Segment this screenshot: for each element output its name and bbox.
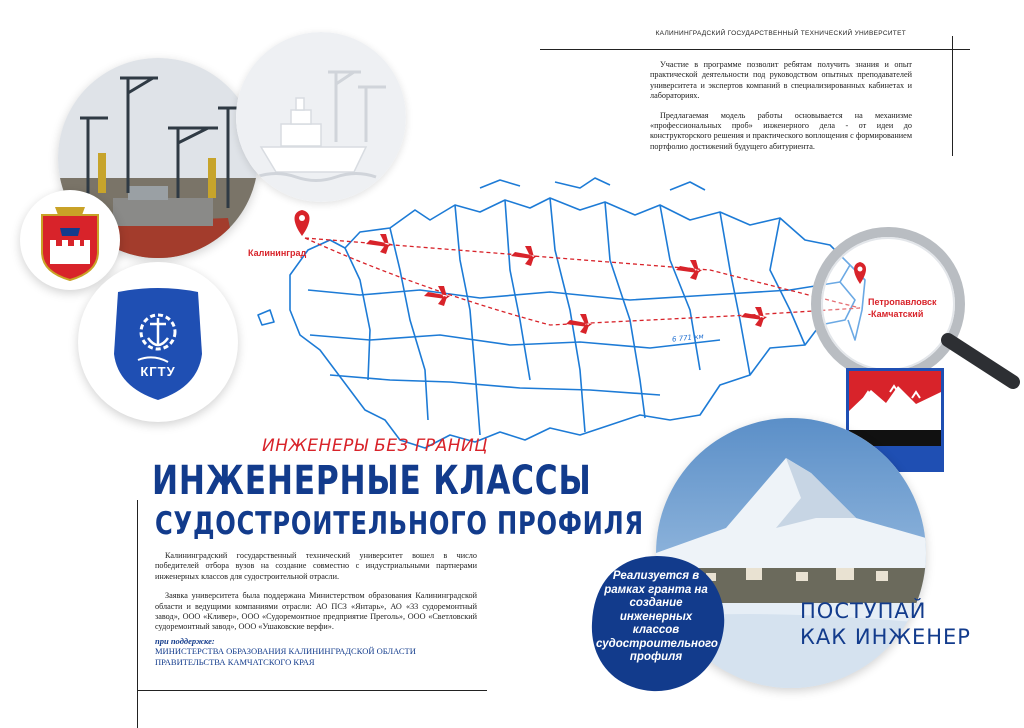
destination-city-label — [868, 296, 937, 320]
bottom-rule-vertical — [137, 500, 138, 728]
intro-paragraph-1: Участие в программе позволит ребятам получить знания и опыт практической деятельности под руководством опытных преподавателей университета и экспертов компаний в специализированных кабинетах и лабораториях. — [650, 60, 912, 101]
intro-text — [650, 60, 912, 152]
bottom-rule — [137, 690, 487, 691]
body-text — [155, 551, 477, 633]
title-line-1: ИНЖЕНЕРНЫЕ КЛАССЫ — [152, 458, 592, 504]
origin-city-label: Калининград — [248, 248, 307, 258]
title-line-2: СУДОСТРОИТЕЛЬНОГО ПРОФИЛЯ — [155, 506, 644, 542]
kgtu-logo-circle — [78, 262, 238, 422]
body-paragraph-1: Калининградский государственный технический университет вошел в число победителей отбора вузов на создание совместно с индустриальными партнерами инженерных классов для судостроительной отрасли. — [155, 551, 477, 581]
kaliningrad-emblem-circle — [20, 190, 120, 290]
header-rule-vertical — [952, 36, 953, 156]
university-header: КАЛИНИНГРАДСКИЙ ГОСУДАРСТВЕННЫЙ ТЕХНИЧЕСКИЙ УНИВЕРСИТЕТ — [655, 30, 906, 37]
kaliningrad-coat-of-arms-icon — [20, 190, 120, 290]
slogan: ИНЖЕНЕРЫ БЕЗ ГРАНИЦ — [262, 436, 488, 456]
route-distance: 6 771 км — [671, 332, 705, 344]
header-rule — [540, 49, 970, 50]
kgtu-shield-logo — [78, 262, 238, 422]
call-to-action — [800, 598, 971, 650]
airplane-icon — [366, 234, 767, 334]
destination-line-1: Петропавловск — [868, 297, 937, 307]
cta-line-1: ПОСТУПАЙ — [800, 599, 927, 623]
map-pin-icon — [295, 210, 310, 236]
destination-line-2: -Камчатский — [868, 309, 924, 319]
support-line-1: МИНИСТЕРСТВА ОБРАЗОВАНИЯ КАЛИНИНГРАДСКОЙ ОБЛАСТИ — [155, 646, 416, 656]
kgtu-label: КГТУ — [140, 364, 176, 379]
body-paragraph-2: Заявка университета была поддержана Министерством образования Калининградской области и ведущими компаниями отрасли: АО ПСЗ «Янтарь», АО «33 судоремонтный завод», ООО «Кливер», ООО «Судоремонтное предприятие Преголь», ООО «Светловский судоремонтный завод», ООО «Ушаковские верфи». — [155, 591, 477, 632]
cta-line-2: КАК ИНЖЕНЕР — [800, 625, 971, 649]
intro-paragraph-2: Предлагаемая модель работы основывается на механизме «профессиональных проб» инженерного дела - от идеи до конструкторского решения и практического воплощения с формированием портфолио достижений будущего абитуриента. — [650, 110, 912, 151]
russia-map — [250, 170, 890, 460]
support-heading: при поддержке: — [155, 636, 215, 646]
support-line-2: ПРАВИТЕЛЬСТВА КАМЧАТСКОГО КРАЯ — [155, 657, 315, 667]
grant-badge-text: Реализуется в рамках гранта на создание инженерных классов судостроительного профиля — [596, 570, 718, 663]
support-list — [155, 646, 416, 668]
